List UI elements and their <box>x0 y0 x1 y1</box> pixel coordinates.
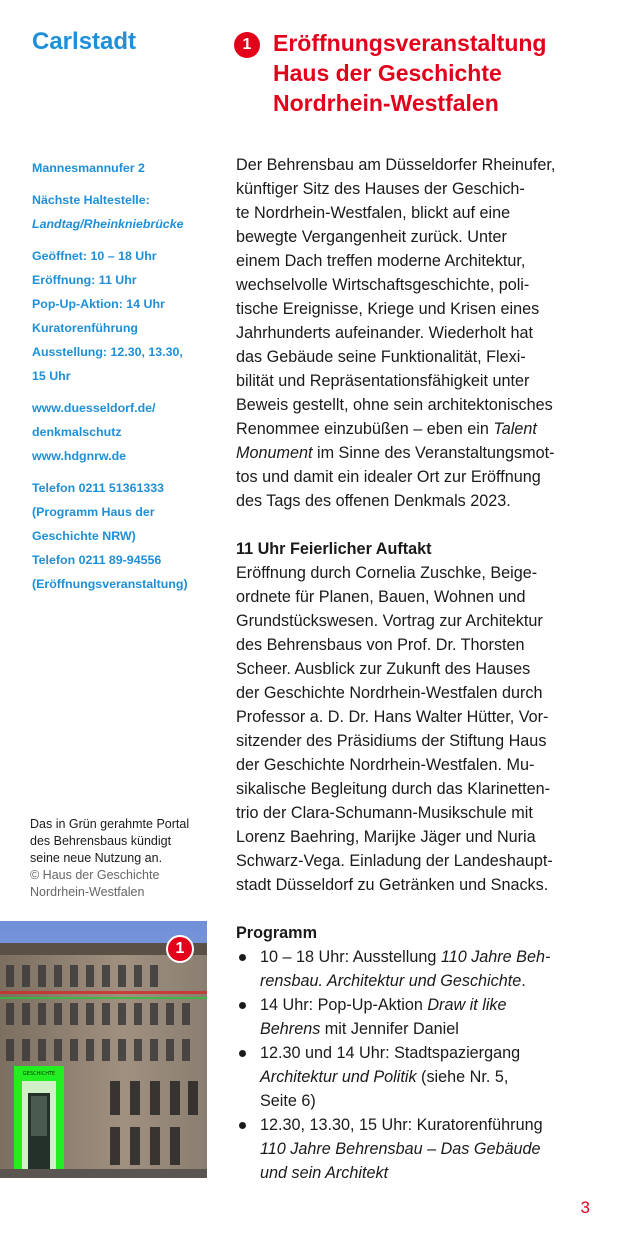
program-item: 14 Uhr: Pop-Up-Aktion Draw it like Behrens mit Jennifer Daniel <box>236 993 596 1041</box>
text-line: Grundstückswesen. Vortrag zur Architektur <box>236 612 543 630</box>
hours-line: Eröffnung: 11 Uhr <box>32 273 137 287</box>
text-line: ordnete für Planen, Bauen, Wohnen und <box>236 588 526 606</box>
web-link[interactable]: www.duesseldorf.de/ <box>32 401 156 415</box>
text-line: tos und damit ein idealer Ort zur Eröffnung <box>236 468 541 486</box>
text-line: wechselvolle Wirtschaftsgeschichte, poli- <box>236 276 530 294</box>
text-line: Monument im Sinne des Veranstaltungsmot- <box>236 444 555 462</box>
portal-sign: GESCHICHTE <box>22 1071 56 1077</box>
phone-line: Geschichte NRW) <box>32 529 136 543</box>
text-line: des Behrensbaus von Prof. Dr. Thorsten <box>236 636 525 654</box>
text-line: Renommee einzubüßen – eben ein Talent <box>236 420 537 438</box>
text-line: stadt Düsseldorf zu Getränken und Snacks. <box>236 876 549 894</box>
hours-line: Geöffnet: 10 – 18 Uhr <box>32 249 157 263</box>
opening-section <box>236 537 596 897</box>
text-line: sitzender des Präsidiums der Stiftung Haus <box>236 732 547 750</box>
text-line: bewegte Vergangenheit zurück. Unter <box>236 228 507 246</box>
program-heading: Programm <box>236 924 317 942</box>
text-line: künftiger Sitz des Hauses der Geschich- <box>236 180 525 198</box>
title-line-3: Nordrhein-Westfalen <box>273 90 499 116</box>
stop-block <box>32 188 222 236</box>
photo-caption <box>30 816 220 901</box>
stop-value: Landtag/Rheinkniebrücke <box>32 217 184 231</box>
photo-credit: © Haus der Geschichte <box>30 868 160 882</box>
program-section <box>236 921 596 1185</box>
entry-number-badge: 1 <box>234 32 260 58</box>
title-line-2: Haus der Geschichte <box>273 60 502 86</box>
program-item: 12.30, 13.30, 15 Uhr: Kuratorenführung 110 Jahre Behrensbau – Das Gebäude und sein Architekt <box>236 1113 596 1185</box>
stop-label: Nächste Haltestelle: <box>32 193 150 207</box>
text-line: einem Dach treffen moderne Architektur, <box>236 252 526 270</box>
web-block <box>32 396 222 468</box>
page-number: 3 <box>580 1198 590 1217</box>
text-line: tische Ereignisse, Kriege und Krisen eines <box>236 300 540 318</box>
web-link[interactable]: denkmalschutz <box>32 425 122 439</box>
phone-block <box>32 476 222 596</box>
text-line: das Gebäude seine Funktionalität, Flexi- <box>236 348 526 366</box>
title-line-1: Eröffnungsveranstaltung <box>273 30 547 56</box>
text-line: der Geschichte Nordrhein-Westfalen. Mu- <box>236 756 535 774</box>
hours-line: 15 Uhr <box>32 369 71 383</box>
main-text <box>236 153 596 1185</box>
text-line: Schwarz-Vega. Einladung der Landeshaupt- <box>236 852 553 870</box>
text-line: der Geschichte Nordrhein-Westfalen durch <box>236 684 543 702</box>
phone-line: (Eröffnungsveranstaltung) <box>32 577 188 591</box>
text-line: Scheer. Ausblick zur Zukunft des Hauses <box>236 660 531 678</box>
text-line: Professor a. D. Dr. Hans Walter Hütter, Vor- <box>236 708 549 726</box>
phone-line: (Programm Haus der <box>32 505 155 519</box>
web-link[interactable]: www.hdgnrw.de <box>32 449 127 463</box>
caption-line: des Behrensbaus kündigt <box>30 834 172 848</box>
photo-credit: Nordrhein-Westfalen <box>30 885 145 899</box>
hours-block <box>32 244 222 388</box>
photo-number-badge: 1 <box>166 935 194 963</box>
text-line: trio der Clara-Schumann-Musikschule mit <box>236 804 533 822</box>
hours-line: Pop-Up-Aktion: 14 Uhr <box>32 297 165 311</box>
program-item: 12.30 und 14 Uhr: Stadtspaziergang Architektur und Politik (siehe Nr. 5, Seite 6) <box>236 1041 596 1113</box>
caption-line: seine neue Nutzung an. <box>30 851 163 865</box>
program-item: 10 – 18 Uhr: Ausstellung 110 Jahre Beh- rensbau. Architektur und Geschichte. <box>236 945 596 993</box>
text-line: bilität und Repräsentationsfähigkeit unter <box>236 372 530 390</box>
program-list <box>236 945 596 1185</box>
phone-line: Telefon 0211 89-94556 <box>32 553 162 567</box>
text-line: Eröffnung durch Cornelia Zuschke, Beige- <box>236 564 538 582</box>
text-line: des Tags des offenen Denkmals 2023. <box>236 492 511 510</box>
text-line: sikalische Begleitung durch das Klarinetten- <box>236 780 551 798</box>
address: Mannesmannufer 2 <box>32 161 145 175</box>
caption-line: Das in Grün gerahmte Portal <box>30 817 190 831</box>
text-line: Lorenz Baehring, Marijke Jäger und Nuria <box>236 828 536 846</box>
event-title <box>273 28 603 118</box>
text-line: Jahrhunderts aufeinander. Wiederholt hat <box>236 324 533 342</box>
info-sidebar <box>32 156 222 604</box>
hours-line: Ausstellung: 12.30, 13.30, <box>32 345 183 359</box>
address-block <box>32 156 222 180</box>
hours-line: Kuratorenführung <box>32 321 138 335</box>
text-line: Beweis gestellt, ohne sein architektonisches <box>236 396 553 414</box>
district-heading: Carlstadt <box>32 28 137 55</box>
opening-heading: 11 Uhr Feierlicher Auftakt <box>236 540 432 558</box>
intro-paragraph <box>236 153 596 513</box>
phone-line: Telefon 0211 51361333 <box>32 481 165 495</box>
text-line: Der Behrensbau am Düsseldorfer Rheinufer, <box>236 156 556 174</box>
text-line: te Nordrhein-Westfalen, blickt auf eine <box>236 204 511 222</box>
